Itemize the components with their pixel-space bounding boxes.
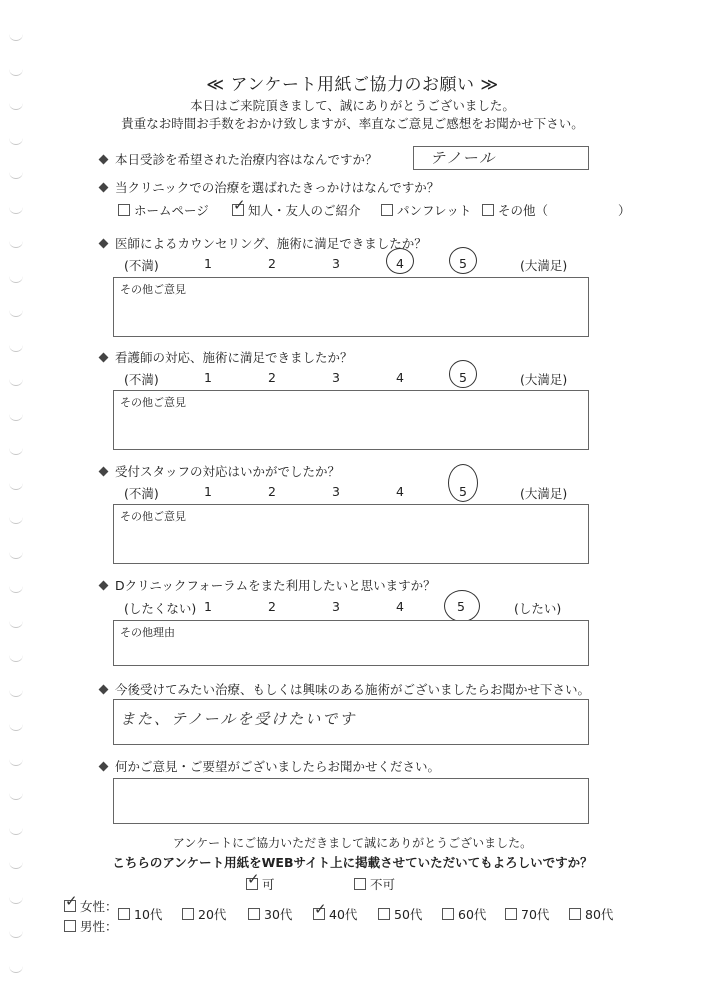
- binder-hole: [9, 964, 23, 973]
- revisit-scale-4[interactable]: 4: [396, 599, 404, 614]
- question-feedback: 何かご意見・ご要望がございましたらお聞かせください。: [100, 757, 440, 775]
- nurse-scale-1[interactable]: 1: [204, 370, 212, 385]
- doctor-scale-3[interactable]: 3: [332, 256, 340, 271]
- revisit-scale-high: (したい): [514, 601, 562, 616]
- checkbox[interactable]: [118, 908, 130, 920]
- nurse-circle-5: [449, 360, 477, 388]
- binder-hole: [9, 32, 23, 41]
- binder-hole: [9, 343, 23, 352]
- binder-hole: [9, 757, 23, 766]
- binder-hole: [9, 550, 23, 559]
- doctor-comment-box[interactable]: [113, 277, 589, 337]
- gender-male[interactable]: 男性：: [64, 917, 118, 935]
- checkbox[interactable]: [569, 908, 581, 920]
- web-option-yes[interactable]: ✓ 可: [247, 870, 275, 892]
- age-50s[interactable]: 50代: [378, 905, 422, 923]
- intro-line-1: 本日はご来院頂きまして、誠にありがとうございました。: [190, 98, 515, 113]
- diamond-bullet-icon: [99, 581, 109, 591]
- diamond-bullet-icon: [99, 685, 109, 695]
- check-mark-icon: ✓: [314, 900, 327, 918]
- binder-hole: [9, 584, 23, 593]
- question-nurse: 看護師の対応、施術に満足できましたか？: [100, 348, 353, 366]
- age-60s[interactable]: 60代: [442, 905, 486, 923]
- nurse-comment-label: その他ご意見: [120, 396, 186, 409]
- age-40s[interactable]: ✓ 40代: [314, 900, 358, 922]
- reason-option-pamphlet[interactable]: パンフレット: [381, 201, 471, 219]
- checkbox-checked[interactable]: [246, 870, 260, 890]
- binder-hole: [9, 446, 23, 455]
- checkbox[interactable]: [505, 908, 517, 920]
- age-80s[interactable]: 80代: [569, 905, 613, 923]
- treatment-answer-field[interactable]: [413, 146, 589, 170]
- check-mark-icon: ✓: [65, 892, 78, 910]
- doctor-scale-2[interactable]: 2: [268, 256, 276, 271]
- reception-circle-5: [448, 464, 478, 502]
- doctor-comment-label: その他ご意見: [120, 283, 186, 296]
- diamond-bullet-icon: [99, 353, 109, 363]
- doctor-scale-low: (不満): [124, 258, 159, 273]
- revisit-scale-low: (したくない): [124, 601, 197, 616]
- checkbox-checked[interactable]: [64, 892, 78, 912]
- binder-hole: [9, 515, 23, 524]
- checkbox-checked[interactable]: [313, 900, 327, 920]
- binder-hole: [9, 481, 23, 490]
- doctor-circle-5: [449, 247, 477, 274]
- reception-scale-1[interactable]: 1: [204, 484, 212, 499]
- check-mark-icon: ✓: [247, 870, 260, 888]
- checkbox[interactable]: [381, 204, 393, 216]
- nurse-scale-high: (大満足): [520, 372, 568, 387]
- binder-hole: [9, 619, 23, 628]
- binder-hole: [9, 377, 23, 386]
- binder-hole: [9, 791, 23, 800]
- doctor-scale-1[interactable]: 1: [204, 256, 212, 271]
- diamond-bullet-icon: [99, 155, 109, 165]
- binder-hole: [9, 239, 23, 248]
- revisit-scale-3[interactable]: 3: [332, 599, 340, 614]
- reception-scale-high: (大満足): [520, 486, 568, 501]
- reason-other-close-paren: ）: [618, 203, 631, 218]
- checkbox[interactable]: [182, 908, 194, 920]
- revisit-reason-label: その他理由: [120, 626, 175, 639]
- diamond-bullet-icon: [99, 239, 109, 249]
- revisit-circle-5: [444, 590, 480, 622]
- binder-hole: [9, 412, 23, 421]
- web-option-no[interactable]: 不可: [354, 875, 395, 893]
- checkbox[interactable]: [442, 908, 454, 920]
- revisit-scale-2[interactable]: 2: [268, 599, 276, 614]
- age-20s[interactable]: 20代: [182, 905, 226, 923]
- age-10s[interactable]: 10代: [118, 905, 162, 923]
- nurse-scale-2[interactable]: 2: [268, 370, 276, 385]
- binder-hole: [9, 170, 23, 179]
- doctor-scale-5[interactable]: 5: [459, 256, 467, 271]
- doctor-circle-4: [386, 248, 414, 274]
- nurse-scale-5[interactable]: 5: [459, 370, 467, 385]
- binder-hole: [9, 895, 23, 904]
- doctor-scale-4[interactable]: 4: [396, 256, 404, 271]
- question-future-treatment: 今後受けてみたい治療、もしくは興味のある施術がございましたらお聞かせ下さい。: [100, 680, 590, 698]
- binder-hole: [9, 205, 23, 214]
- question-doctor: 医師によるカウンセリング、施術に満足できましたか？: [100, 234, 427, 252]
- reception-scale-5[interactable]: 5: [459, 484, 467, 499]
- web-permission-question: こちらのアンケート用紙をWEBサイト上に掲載させていただいてもよろしいですか？: [112, 855, 593, 870]
- intro-line-2: 貴重なお時間お手数をおかけ致しますが、率直なご意見ご感想をお聞かせ下さい。: [121, 116, 584, 131]
- check-mark-icon: ✓: [233, 196, 246, 214]
- reason-option-other[interactable]: その他（: [482, 201, 548, 219]
- checkbox[interactable]: [354, 878, 366, 890]
- checkbox[interactable]: [248, 908, 260, 920]
- reception-scale-low: (不満): [124, 486, 159, 501]
- checkbox-checked[interactable]: [232, 196, 246, 216]
- reception-scale-4[interactable]: 4: [396, 484, 404, 499]
- feedback-box[interactable]: [113, 778, 589, 824]
- doctor-scale-high: (大満足): [520, 258, 568, 273]
- nurse-scale-4[interactable]: 4: [396, 370, 404, 385]
- diamond-bullet-icon: [99, 762, 109, 772]
- binder-hole: [9, 688, 23, 697]
- checkbox[interactable]: [64, 920, 76, 932]
- question-reception: 受付スタッフの対応はいかがでしたか？: [100, 462, 340, 480]
- diamond-bullet-icon: [99, 183, 109, 193]
- revisit-scale-1[interactable]: 1: [204, 599, 212, 614]
- nurse-scale-3[interactable]: 3: [332, 370, 340, 385]
- treatment-answer-handwritten: テノール: [430, 149, 497, 167]
- reason-option-homepage[interactable]: ホームページ: [118, 201, 209, 219]
- reception-scale-2[interactable]: 2: [268, 484, 276, 499]
- binder-hole: [9, 308, 23, 317]
- reception-comment-label: その他ご意見: [120, 510, 186, 523]
- checkbox[interactable]: [118, 204, 130, 216]
- nurse-comment-box[interactable]: [113, 390, 589, 450]
- checkbox[interactable]: [482, 204, 494, 216]
- nurse-scale-low: (不満): [124, 372, 159, 387]
- binder-hole: [9, 653, 23, 662]
- reception-scale-3[interactable]: 3: [332, 484, 340, 499]
- binder-hole: [9, 274, 23, 283]
- diamond-bullet-icon: [99, 467, 109, 477]
- revisit-scale-5[interactable]: 5: [457, 599, 465, 614]
- binder-hole: [9, 136, 23, 145]
- reason-option-referral[interactable]: ✓ 知人・友人のご紹介: [233, 196, 361, 218]
- age-70s[interactable]: 70代: [505, 905, 549, 923]
- question-revisit: Dクリニックフォーラムをまた利用したいと思いますか？: [100, 576, 436, 594]
- checkbox[interactable]: [378, 908, 390, 920]
- gender-female[interactable]: ✓ 女性：: [65, 892, 118, 914]
- question-treatment: 本日受診を希望された治療内容はなんですか？: [100, 150, 378, 168]
- future-treatment-box[interactable]: [113, 699, 589, 745]
- revisit-reason-box[interactable]: [113, 620, 589, 666]
- binder-hole: [9, 722, 23, 731]
- binder-hole: [9, 929, 23, 938]
- thanks-text: アンケートにご協力いただきまして誠にありがとうございました。: [172, 836, 533, 850]
- reception-comment-box[interactable]: [113, 504, 589, 564]
- age-30s[interactable]: 30代: [248, 905, 292, 923]
- future-treatment-handwritten: また、テノールを受けたいです: [120, 710, 357, 728]
- question-reason: 当クリニックでの治療を選ばれたきっかけはなんですか？: [100, 178, 439, 196]
- form-title: ≪ アンケート用紙ご協力のお願い ≫: [206, 75, 499, 95]
